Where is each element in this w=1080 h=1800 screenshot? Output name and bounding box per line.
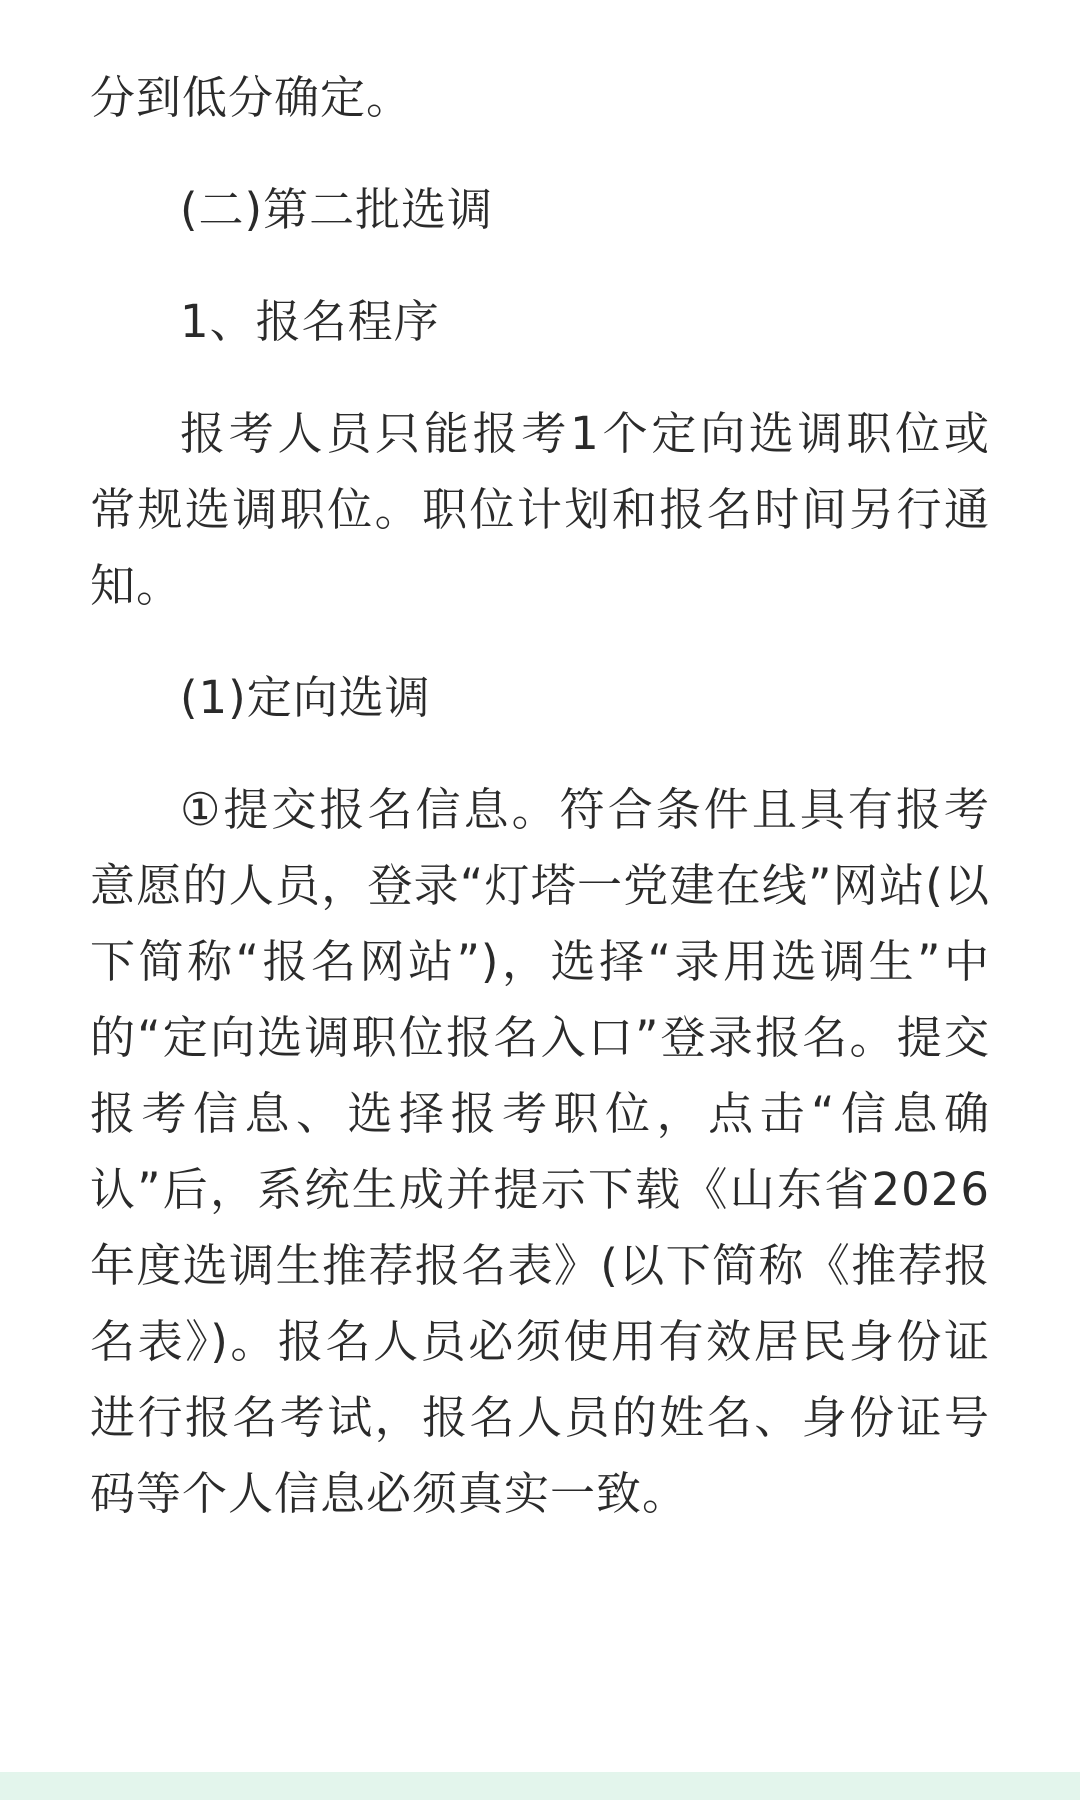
subheading-registration-procedure: 1、报名程序 — [180, 295, 440, 348]
paragraph-continuation: 分到低分确定。 — [90, 71, 413, 124]
section-heading-second-batch: (二)第二批选调 — [180, 183, 494, 236]
paragraph-submit-info: ①提交报名信息。符合条件且具有报考意愿的人员，登录“灯塔一党建在线”网站(以下简称“报名网站”)，选择“录用选调生”中的“定向选调职位报名入口”登录报名。提交报考信息、选择报考职位，点击“信息确认”后，系统生成并提示下载《山东省2026年度选调生推荐报名表》(以下简称《推荐报名表》)。报名人员必须使用有效居民身份证进行报名考试，报名人员的姓名、身份证号码等个人信息必须真实一致。 — [90, 783, 990, 1520]
paragraph-registration-rule: 报考人员只能报考1个定向选调职位或常规选调职位。职位计划和报名时间另行通知。 — [90, 407, 990, 612]
bottom-strip — [0, 1772, 1080, 1800]
article-body — [90, 60, 990, 1532]
subheading-targeted-selection: (1)定向选调 — [180, 671, 431, 724]
